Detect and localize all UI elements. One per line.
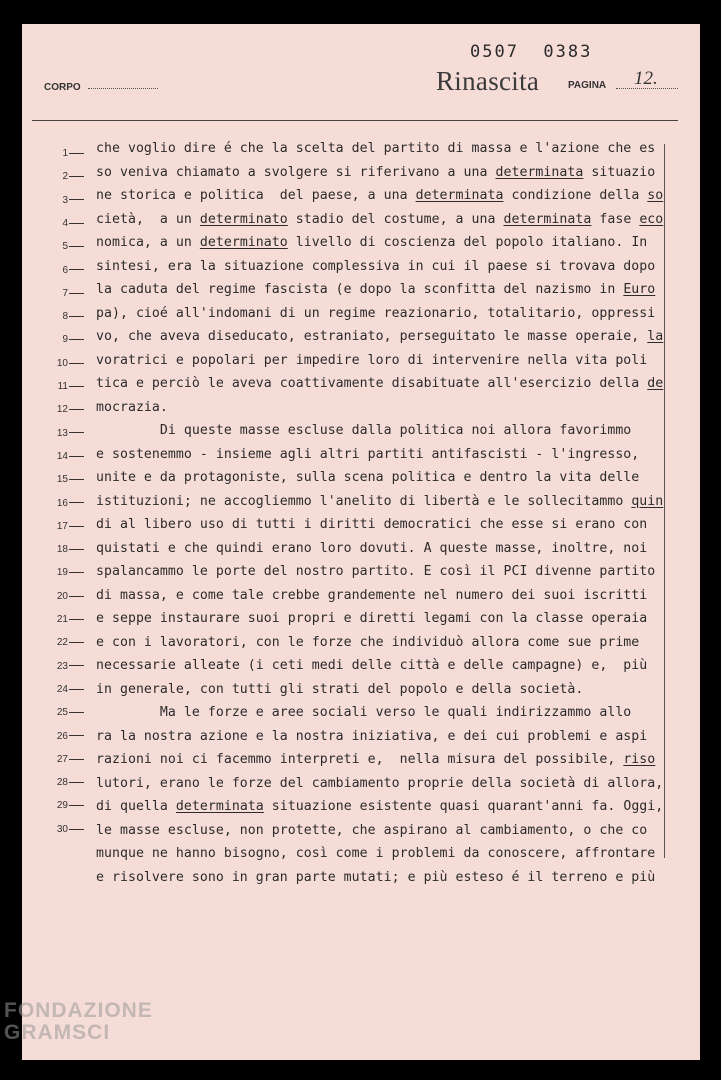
text-span: di quella — [96, 799, 176, 814]
text-span: tica e perciò le aveva coattivamente disabituate all'esercizio della — [96, 376, 648, 391]
text-line — [96, 259, 655, 274]
underlined-word: so — [647, 188, 664, 203]
line-number: 2 — [52, 171, 92, 182]
text-line — [96, 846, 655, 861]
line-number: 26 — [52, 731, 92, 742]
document-page — [22, 24, 700, 1060]
text-span: voratrici e popolari per impedire loro di intervenire nella vita poli — [96, 352, 648, 368]
line-number: 5 — [52, 241, 92, 252]
watermark — [4, 1000, 153, 1044]
text-line — [96, 870, 655, 885]
text-span: ra la nostra azione e la nostra iniziativa, e dei cui problemi e aspi — [96, 728, 648, 744]
text-span: situazio — [583, 164, 656, 180]
underlined-word: determinata — [495, 164, 584, 180]
text-span: la caduta del regime fascista (e dopo la sconfitta del nazismo in — [96, 282, 624, 297]
text-span: razioni noi ci facemmo interpreti e, nella misura del possibile, — [96, 752, 624, 767]
text-line — [96, 776, 663, 791]
underlined-word: riso — [623, 752, 656, 767]
text-line — [96, 564, 655, 579]
text-line — [96, 658, 647, 673]
text-line — [96, 282, 655, 297]
line-number: 7 — [52, 288, 92, 299]
text-line — [96, 588, 647, 603]
text-span: che voglio dire é che la scelta del partito di massa e l'azione che es — [96, 141, 656, 156]
text-line — [96, 353, 647, 368]
text-line — [96, 541, 647, 556]
text-span: livello di coscienza del popolo italiano. In — [287, 235, 648, 250]
header-rule — [32, 120, 678, 121]
text-span: situazione esistente quasi quarant'anni fa. Oggi, — [263, 799, 664, 814]
line-number: 1 — [52, 148, 92, 159]
watermark-line: GRAMSCI — [4, 1021, 111, 1044]
text-span: mocrazia. — [96, 399, 168, 415]
text-line — [96, 165, 655, 180]
line-number: 16 — [52, 498, 92, 509]
line-number: 19 — [52, 567, 92, 578]
text-span: fase — [591, 211, 640, 227]
line-number: 4 — [52, 218, 92, 229]
text-line — [96, 423, 631, 438]
corpo-label: CORPO — [44, 82, 81, 93]
text-span: lutori, erano le forze del cambiamento proprie della società di allora, — [96, 775, 664, 791]
line-number: 20 — [52, 591, 92, 602]
text-line — [96, 823, 647, 838]
text-line — [96, 329, 663, 344]
text-line — [96, 635, 639, 650]
document-number: 0507 0383 — [470, 42, 593, 62]
text-line — [96, 729, 647, 744]
line-number: 15 — [52, 474, 92, 485]
text-span: pa), cioé all'indomani di un regime reazionario, totalitario, oppressi — [96, 305, 656, 321]
text-span: e sostenemmo - insieme agli altri partiti antifascisti - l'ingresso, — [96, 446, 640, 462]
text-span: so veniva chiamato a svolgere si riferivano a una — [96, 164, 496, 180]
text-line — [96, 376, 663, 391]
line-number: 23 — [52, 661, 92, 672]
underlined-word: determinato — [199, 211, 288, 227]
text-line — [96, 470, 639, 485]
underlined-word: quin — [631, 493, 664, 509]
line-number: 8 — [52, 311, 92, 322]
text-line — [96, 611, 647, 626]
line-number: 6 — [52, 265, 92, 276]
text-span: istituzioni; ne accogliemmo l'anelito di libertà e le sollecitammo — [96, 493, 632, 509]
text-span: e risolvere sono in gran parte mutati; e più esteso é il terreno e più — [96, 869, 656, 885]
text-span: Di queste masse escluse dalla politica noi allora favorimmo — [96, 423, 632, 438]
text-line — [96, 400, 168, 415]
text-span: unite e da protagoniste, sulla scena politica e dentro la vita delle — [96, 470, 640, 485]
line-number: 12 — [52, 404, 92, 415]
brand-title: Rinascita — [436, 66, 540, 96]
line-number: 13 — [52, 428, 92, 439]
corpo-field — [88, 88, 158, 89]
text-span: munque ne hanno bisogno, così come i problemi da conoscere, affrontare — [96, 846, 656, 861]
text-line — [96, 705, 631, 720]
right-margin-rule — [664, 144, 665, 858]
text-span: quistati e che quindi erano loro dovuti. A queste masse, inoltre, noi — [96, 540, 648, 556]
text-span: stadio del costume, a una — [287, 211, 504, 227]
line-number: 9 — [52, 334, 92, 345]
line-number: 10 — [52, 358, 92, 369]
text-span: di massa, e come tale crebbe grandemente nel numero dei suoi iscritti — [96, 587, 648, 603]
text-line — [96, 188, 663, 203]
line-number: 3 — [52, 195, 92, 206]
pagina-label: PAGINA — [568, 80, 607, 91]
text-span: spalancammo le porte del nostro partito. E così il PCI divenne partito — [96, 564, 656, 579]
text-span: sintesi, era la situazione complessiva in cui il paese si trovava dopo — [96, 258, 656, 274]
text-span: Ma le forze e aree sociali verso le quali indirizzammo allo — [96, 705, 632, 720]
text-span: vo, che aveva diseducato, estraniato, perseguitato le masse operaie, — [96, 329, 648, 344]
line-number: 30 — [52, 824, 92, 835]
line-number: 21 — [52, 614, 92, 625]
text-line — [96, 141, 655, 156]
line-number: 29 — [52, 800, 92, 811]
underlined-word: de — [647, 376, 664, 391]
text-span: in generale, con tutti gli strati del popolo e della società. — [96, 681, 584, 697]
text-span: cietà, a un — [96, 211, 200, 227]
text-span: e con i lavoratori, con le forze che individuò allora come sue prime — [96, 634, 640, 650]
text-line — [96, 752, 655, 767]
line-number: 18 — [52, 544, 92, 555]
line-number: 22 — [52, 637, 92, 648]
underlined-word: determinato — [199, 235, 288, 250]
underlined-word: determinata — [175, 799, 264, 814]
line-number: 28 — [52, 777, 92, 788]
text-span: e seppe instaurare suoi propri e diretti legami con la classe operaia — [96, 611, 648, 626]
line-number: 11 — [52, 381, 92, 392]
text-line — [96, 682, 583, 697]
line-number: 17 — [52, 521, 92, 532]
text-line — [96, 447, 639, 462]
text-span: condizione della — [503, 188, 648, 203]
text-span: le masse escluse, non protette, che aspirano al cambiamento, o che co — [96, 822, 648, 838]
text-span: di al libero uso di tutti i diritti democratici che esse si erano con — [96, 517, 648, 532]
text-line — [96, 212, 663, 227]
text-line — [96, 799, 663, 814]
text-line — [96, 517, 647, 532]
pagina-value: 12. — [634, 68, 658, 89]
text-line — [96, 235, 647, 250]
line-number: 24 — [52, 684, 92, 695]
text-line — [96, 306, 655, 321]
line-number: 25 — [52, 707, 92, 718]
underlined-word: determinata — [503, 211, 592, 227]
underlined-word: Euro — [623, 282, 656, 297]
line-number: 14 — [52, 451, 92, 462]
text-line — [96, 494, 663, 509]
text-span: necessarie alleate (i ceti medi delle città e delle campagne) e, più — [96, 658, 648, 673]
underlined-word: eco — [639, 211, 664, 227]
watermark-line: FONDAZIONE — [4, 999, 153, 1022]
underlined-word: la — [647, 329, 664, 344]
underlined-word: determinata — [415, 188, 504, 203]
text-span: ne storica e politica del paese, a una — [96, 188, 416, 203]
line-number: 27 — [52, 754, 92, 765]
text-span: nomica, a un — [96, 235, 200, 250]
